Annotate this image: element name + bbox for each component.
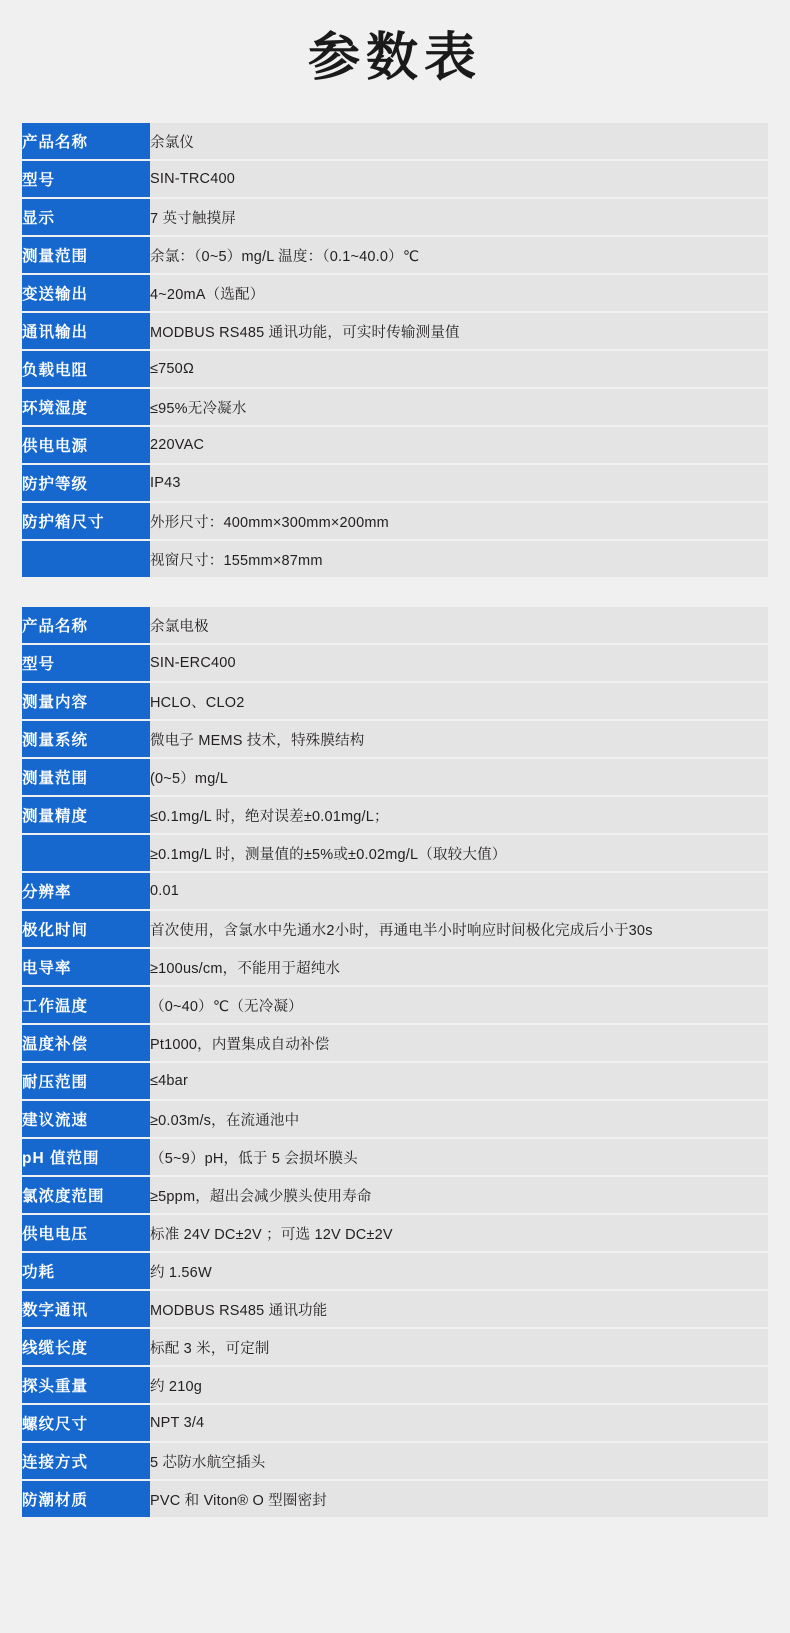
row-label: 极化时间 [22, 911, 150, 947]
row-value: 7 英寸触摸屏 [150, 199, 768, 235]
row-label: 通讯输出 [22, 313, 150, 349]
row-value: （0~40）℃（无冷凝） [150, 987, 768, 1023]
row-label [22, 835, 150, 871]
table-row [22, 949, 768, 985]
row-value: ≥5ppm，超出会减少膜头使用寿命 [150, 1177, 768, 1213]
row-label: 显示 [22, 199, 150, 235]
row-value: 4~20mA（选配） [150, 275, 768, 311]
row-label: 电导率 [22, 949, 150, 985]
row-value: 标准 24V DC±2V ；可选 12V DC±2V [150, 1215, 768, 1251]
table-row [22, 351, 768, 387]
row-label: 功耗 [22, 1253, 150, 1289]
row-value: ≥100us/cm，不能用于超纯水 [150, 949, 768, 985]
row-label [22, 541, 150, 577]
row-label: 产品名称 [22, 123, 150, 159]
row-label: 防护等级 [22, 465, 150, 501]
row-label: 供电电源 [22, 427, 150, 463]
row-value: 220VAC [150, 427, 768, 463]
table-row [22, 1253, 768, 1289]
row-value: SIN-ERC400 [150, 645, 768, 681]
row-label: 型号 [22, 645, 150, 681]
row-value: 余氯：（0~5）mg/L 温度：（0.1~40.0）℃ [150, 237, 768, 273]
table-row [22, 759, 768, 795]
table-row [22, 503, 768, 539]
row-value: Pt1000，内置集成自动补偿 [150, 1025, 768, 1061]
row-value: ≥0.1mg/L 时，测量值的±5%或±0.02mg/L（取较大值） [150, 835, 768, 871]
spec-table-analyzer-body [22, 123, 768, 577]
table-row [22, 541, 768, 577]
row-value: 微电子 MEMS 技术，特殊膜结构 [150, 721, 768, 757]
spec-table-electrode-body [22, 607, 768, 1517]
table-row [22, 1177, 768, 1213]
table-row [22, 1139, 768, 1175]
row-label: 变送输出 [22, 275, 150, 311]
table-row [22, 721, 768, 757]
table-row [22, 607, 768, 643]
table-row [22, 645, 768, 681]
row-label: 耐压范围 [22, 1063, 150, 1099]
row-label: 防护箱尺寸 [22, 503, 150, 539]
table-row [22, 987, 768, 1023]
table-row [22, 1025, 768, 1061]
row-value: 标配 3 米，可定制 [150, 1329, 768, 1365]
row-label: pH 值范围 [22, 1139, 150, 1175]
spec-table-analyzer [22, 121, 768, 579]
row-label: 测量范围 [22, 237, 150, 273]
table-row [22, 237, 768, 273]
row-label: 测量精度 [22, 797, 150, 833]
row-value: 约 1.56W [150, 1253, 768, 1289]
row-value: MODBUS RS485 通讯功能 [150, 1291, 768, 1327]
row-value: 余氯电极 [150, 607, 768, 643]
row-value: ≤750Ω [150, 351, 768, 387]
table-row [22, 797, 768, 833]
table-row [22, 1367, 768, 1403]
row-label: 负载电阻 [22, 351, 150, 387]
row-value: （5~9）pH，低于 5 会损坏膜头 [150, 1139, 768, 1175]
table-row [22, 1063, 768, 1099]
row-label: 型号 [22, 161, 150, 197]
table-row [22, 389, 768, 425]
table-row [22, 1481, 768, 1517]
row-value: PVC 和 Viton® O 型圈密封 [150, 1481, 768, 1517]
row-value: IP43 [150, 465, 768, 501]
row-value: NPT 3/4 [150, 1405, 768, 1441]
row-label: 数字通讯 [22, 1291, 150, 1327]
spec-table-electrode [22, 605, 768, 1519]
row-value: ≤4bar [150, 1063, 768, 1099]
table-row [22, 1101, 768, 1137]
row-label: 测量系统 [22, 721, 150, 757]
row-value: ≥0.03m/s，在流通池中 [150, 1101, 768, 1137]
row-label: 氯浓度范围 [22, 1177, 150, 1213]
table-row [22, 683, 768, 719]
row-value: 视窗尺寸：155mm×87mm [150, 541, 768, 577]
table-row [22, 1405, 768, 1441]
table-row [22, 275, 768, 311]
table-row [22, 1291, 768, 1327]
row-value: ≤0.1mg/L 时，绝对误差±0.01mg/L； [150, 797, 768, 833]
row-label: 供电电压 [22, 1215, 150, 1251]
row-value: SIN-TRC400 [150, 161, 768, 197]
table-row [22, 873, 768, 909]
table-row [22, 123, 768, 159]
row-label: 建议流速 [22, 1101, 150, 1137]
row-value: ≤95%无冷凝水 [150, 389, 768, 425]
row-value: 约 210g [150, 1367, 768, 1403]
row-value: 0.01 [150, 873, 768, 909]
row-label: 分辨率 [22, 873, 150, 909]
table-row [22, 1329, 768, 1365]
table-row [22, 1215, 768, 1251]
row-value: 首次使用，含氯水中先通水2小时，再通电半小时响应时间极化完成后小于30s [150, 911, 768, 947]
row-label: 螺纹尺寸 [22, 1405, 150, 1441]
page-title: 参数表 [307, 29, 482, 87]
table-row [22, 427, 768, 463]
table-row [22, 161, 768, 197]
row-label: 防潮材质 [22, 1481, 150, 1517]
row-label: 探头重量 [22, 1367, 150, 1403]
row-value: 外形尺寸：400mm×300mm×200mm [150, 503, 768, 539]
row-label: 温度补偿 [22, 1025, 150, 1061]
row-value: (0~5）mg/L [150, 759, 768, 795]
row-label: 测量范围 [22, 759, 150, 795]
table-row [22, 911, 768, 947]
row-label: 工作温度 [22, 987, 150, 1023]
row-label: 环境湿度 [22, 389, 150, 425]
table-row [22, 313, 768, 349]
row-label: 线缆长度 [22, 1329, 150, 1365]
row-value: HCLO、CLO2 [150, 683, 768, 719]
table-row [22, 465, 768, 501]
table-row [22, 1443, 768, 1479]
row-value: 余氯仪 [150, 123, 768, 159]
row-label: 连接方式 [22, 1443, 150, 1479]
table-row [22, 835, 768, 871]
row-value: MODBUS RS485 通讯功能，可实时传输测量值 [150, 313, 768, 349]
row-label: 测量内容 [22, 683, 150, 719]
table-row [22, 199, 768, 235]
row-value: 5 芯防水航空插头 [150, 1443, 768, 1479]
row-label: 产品名称 [22, 607, 150, 643]
